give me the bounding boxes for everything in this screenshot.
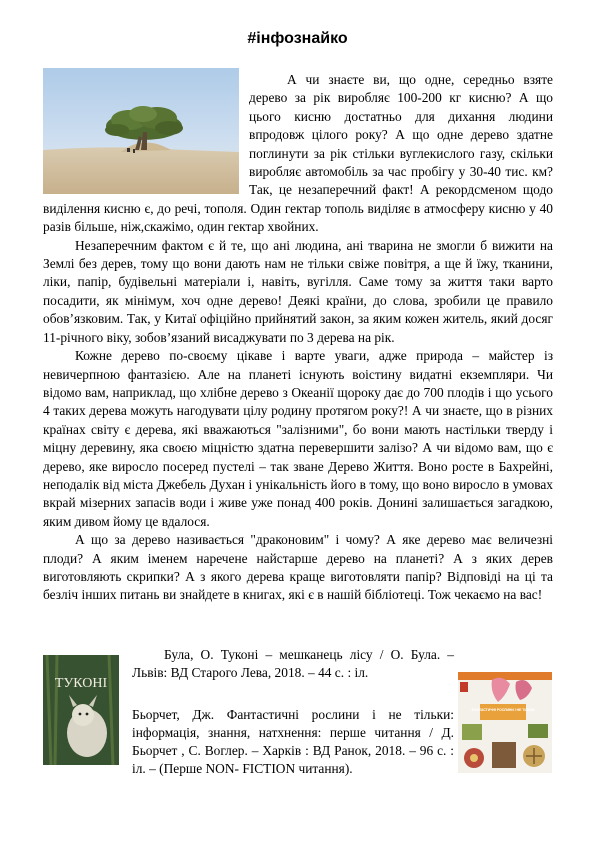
article-body: [43, 71, 553, 605]
paragraph-3: Кожне дерево по-своєму цікаве і варте уваги, адже природа – майстер із невичерпною фантазією. Але на планеті існують воістину видатні екземпляри. Чи відомо вам, наприклад, що хлібне дерево з Океанії щороку дає до 700 плодів і що усього 4 таких дерева можуть нагодувати цілу родину протягом року?! А чи знаєте, що в різних країнах світу є дерева, які вважаються "залізними", бо вони мають настільки тверду і міцну деревину, яка своєю міцністю здатна перевершити залізо? А чи відомо вам, що є дерево, яке виросло посеред пустелі – так зване Дерево Життя. Воно росте в Бахрейні, неподалік від міста Джебель Духан і унікальність його в тому, що воно виросло в умовах вкрай мізерних запасів води і живе уже понад 400 років. Донині залишається загадкою, яким дивом йому це вдалося.: [43, 348, 553, 529]
fantastic-cover-title: ФАНТАСТИЧНІ РОСЛИНИ І НЕ ТІЛЬКИ: [471, 708, 535, 712]
tree-of-life-photo: [43, 68, 239, 194]
book-cover-fantastic-plants: [458, 672, 552, 773]
reference-2: Бьорчет, Дж. Фантастичні рослини і не тільки: інформація, знання, натхнення: перше читання / Д. Бьорчет , С. Воглер. – Харків : ВД Ранок, 2018. – 96 с. : іл. – (Перше NON- FICTION читання).: [132, 707, 454, 776]
tukoni-cover-title: ТУКОНІ: [54, 676, 108, 691]
page-title: #інфознайко: [247, 30, 348, 47]
desert-tree-image: [43, 68, 239, 194]
paragraph-4: А що за дерево називається "драконовим" і чому? А яке дерево має величезні плоди? А яким іменем наречене найстарше дерево на планеті? А з яких дерев виготовляють скрипки? А з якого дерева краще виготовляти папір? Відповіді на ці та безліч інших питань ви знайдете в книгах, які є в нашій бібліотеці. Тож чекаємо на вас!: [43, 532, 553, 603]
references: [132, 646, 454, 778]
book-cover-tukoni: [43, 655, 119, 765]
reference-1: Була, О. Туконі – мешканець лісу / О. Була. – Львів: ВД Старого Лева, 2018. – 44 с. : іл.: [132, 647, 454, 680]
fantastic-plants-cover-image: [458, 672, 552, 773]
tukoni-cover-image: [43, 655, 119, 765]
paragraph-2: Незаперечним фактом є й те, що ані людина, ані тварина не змогли б вижити на Землі без дерев, тому що вони дають нам не тільки свіже повітря, а ще й їжу, тканини, ліки, папір, будівельні матеріали і, навіть, вугілля. Саме тому за життя таки варто посадити, як мінімум, хоч одне дерево! Деякі країни, до слова, зробили це правило обов’язковим. Так, у Китаї офіційно прийнятий закон, за яким кожен житель, який досяг 11-річного віку, зобов’язаний висаджувати по 3 дерева на рік.: [43, 237, 553, 345]
paragraph-1: А чи знаєте ви, що одне, середньо взяте дерево за рік виробляє 100-200 кг кисню? А що цього кисню достатньо для дихання людини впродовж цілого року? А що одне дерево здатне поглинути за рік стільки вуглекислого газу, скільки виробляє автомобіль за час пробігу у 30-40 тис. км? Так, це незаперечний факт! А рекордсменом щодо виділення кисню є, до речі, тополя. Один гектар тополь виділяє в атмосферу кисню у 40 разів більше, ніж,скажімо, один гектар хвойних.: [43, 72, 553, 235]
